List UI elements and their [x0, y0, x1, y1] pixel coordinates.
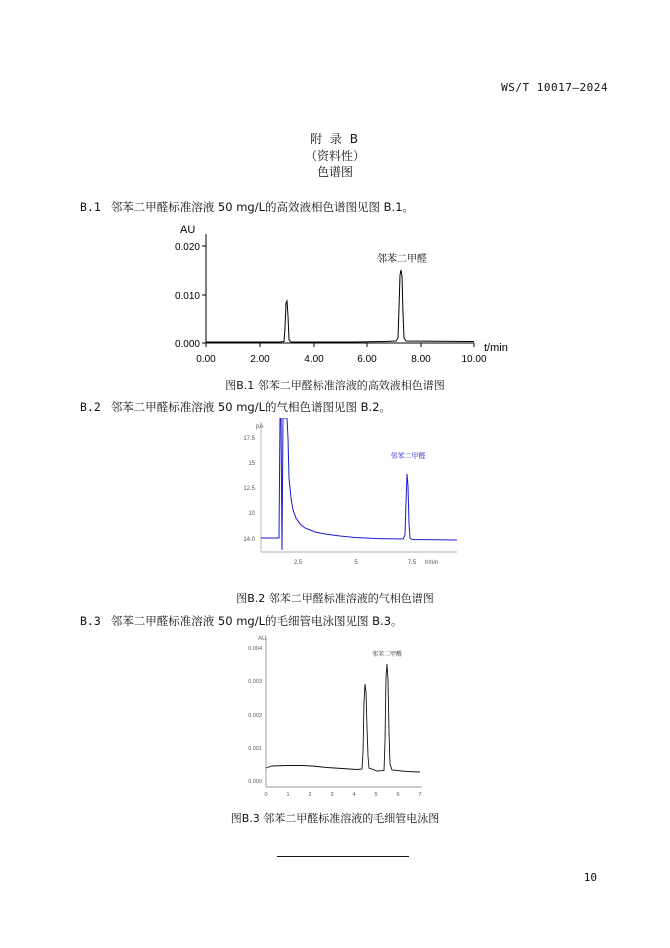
x-tick-label: 10.00	[461, 354, 487, 365]
chromatogram-trace	[261, 418, 457, 550]
page-number: 10	[583, 871, 597, 884]
figure-b1-hplc-chart	[170, 218, 530, 368]
figure-b1-caption: 图B.1 邻苯二甲醛标准溶液的高效液相色谱图	[225, 379, 445, 392]
section-b1	[80, 199, 414, 215]
y-tick-label: 0.000	[248, 779, 262, 785]
figure-b3-caption: 图B.3 邻苯二甲醛标准溶液的毛细管电泳图	[230, 812, 440, 825]
figure-b3-ce-chart	[232, 632, 432, 802]
y-axis-label: AU	[180, 224, 196, 236]
figure-b2-caption: 图B.2 邻苯二甲醛标准溶液的气相色谱图	[236, 592, 434, 605]
x-tick-label: 8.00	[411, 354, 431, 365]
peak-annotation: 邻苯二甲醛	[390, 453, 426, 460]
peak-annotation: 邻苯二甲醛	[377, 254, 427, 265]
standard-code: WS/T 10017—2024	[501, 81, 608, 94]
y-ticks	[248, 646, 262, 785]
y-tick-label: 0.000	[174, 339, 200, 350]
electropherogram-trace	[266, 664, 420, 772]
x-tick-label: 0.00	[196, 354, 216, 365]
x-axis-label: t/min	[425, 560, 439, 566]
y-tick-label: 12.5	[243, 486, 255, 492]
y-ticks	[243, 436, 255, 543]
figure-b2-gc-chart	[225, 418, 475, 568]
section-text: 邻苯二甲醛标准溶液 50 mg/L的毛细管电泳图见图 B.3。	[110, 614, 403, 628]
y-tick-label: 17.5	[243, 436, 255, 442]
x-tick-label: 0	[264, 792, 268, 798]
x-tick-label: 6.00	[357, 354, 377, 365]
y-tick-label: 10	[248, 511, 255, 517]
y-tick-label: 0.003	[248, 679, 262, 685]
section-number: B.2	[80, 400, 101, 414]
section-b2	[80, 399, 391, 415]
section-number: B.1	[80, 200, 101, 214]
y-tick-label: 0.004	[248, 646, 262, 652]
y-tick-label: 15	[248, 461, 255, 467]
x-ticks	[294, 560, 417, 566]
x-tick-label: 4	[352, 792, 356, 798]
y-tick-label: 0.020	[174, 242, 200, 253]
y-axis-label: pA	[256, 424, 264, 430]
x-tick-label: 2.5	[293, 560, 303, 566]
y-tick-label: 14.0	[243, 537, 255, 543]
section-number: B.3	[80, 614, 101, 628]
y-tick-label: 0.001	[248, 746, 262, 752]
x-tick-label: 1	[286, 792, 290, 798]
appendix-nature: （资料性）	[304, 149, 365, 163]
peak-annotation: 邻苯二甲醛	[371, 652, 403, 658]
y-ticks	[175, 242, 206, 350]
appendix-title: 附 录 B	[310, 132, 360, 146]
footer-divider	[277, 856, 409, 857]
x-tick-label: 6	[396, 792, 400, 798]
x-tick-label: 5	[354, 560, 358, 566]
y-tick-label: 0.010	[174, 291, 200, 302]
y-axis-label: AU	[258, 636, 267, 642]
x-tick-label: 7.5	[407, 560, 417, 566]
appendix-name: 色谱图	[316, 165, 353, 179]
x-tick-label: 3	[330, 792, 334, 798]
section-text: 邻苯二甲醛标准溶液 50 mg/L的气相色谱图见图 B.2。	[110, 400, 392, 414]
x-tick-label: 7	[418, 792, 422, 798]
section-b3	[80, 613, 403, 629]
section-text: 邻苯二甲醛标准溶液 50 mg/L的高效液相色谱图见图 B.1。	[110, 200, 415, 214]
y-tick-label: 0.002	[248, 713, 262, 719]
x-tick-label: 2.00	[250, 354, 270, 365]
chromatogram-trace	[206, 270, 474, 342]
x-axis-label: t/min	[484, 342, 508, 354]
x-tick-label: 2	[308, 792, 312, 798]
x-tick-label: 5	[374, 792, 378, 798]
x-ticks	[196, 343, 487, 365]
x-ticks	[264, 792, 421, 798]
x-tick-label: 4.00	[304, 354, 324, 365]
